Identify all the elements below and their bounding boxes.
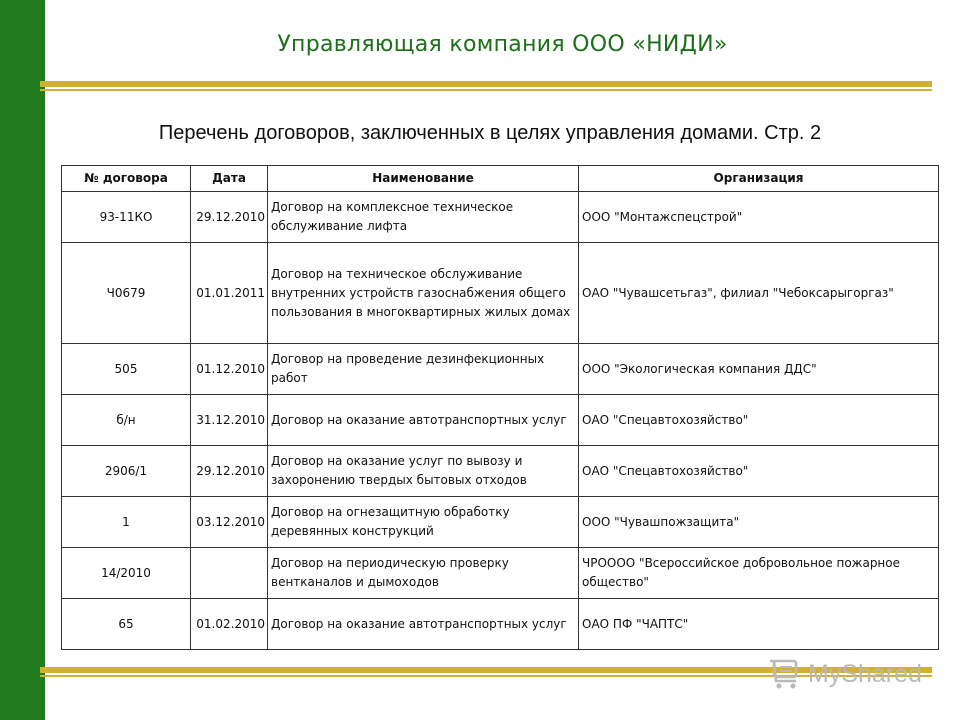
contract-date	[191, 548, 268, 599]
side-accent-bar	[0, 0, 45, 720]
watermark-text: MyShared	[808, 659, 922, 688]
contract-organization: ОАО "Спецавтохозяйство"	[579, 395, 939, 446]
column-header-date: Дата	[191, 166, 268, 192]
contract-date: 31.12.2010	[191, 395, 268, 446]
contract-number: 2906/1	[62, 446, 191, 497]
contract-name: Договор на оказание услуг по вывозу и захоронению твердых бытовых отходов	[268, 446, 579, 497]
contract-name: Договор на проведение дезинфекционных работ	[268, 344, 579, 395]
table-row	[62, 497, 939, 548]
contract-organization: ОАО "Спецавтохозяйство"	[579, 446, 939, 497]
column-header-number: № договора	[62, 166, 191, 192]
contract-date: 01.02.2010	[191, 599, 268, 650]
contract-organization: ЧРОООО "Всероссийское добровольное пожарное общество"	[579, 548, 939, 599]
contract-organization: ОАО ПФ "ЧАПТС"	[579, 599, 939, 650]
table-header-row	[62, 166, 939, 192]
contracts-table	[61, 165, 939, 650]
shopping-cart-icon	[768, 657, 802, 691]
contract-date: 29.12.2010	[191, 446, 268, 497]
table-row	[62, 192, 939, 243]
contract-organization: ООО "Чувашпожзащита"	[579, 497, 939, 548]
table-row	[62, 548, 939, 599]
contract-number: 505	[62, 344, 191, 395]
contract-name: Договор на огнезащитную обработку деревянных конструкций	[268, 497, 579, 548]
contract-organization: ООО "Монтажспецстрой"	[579, 192, 939, 243]
table-row	[62, 395, 939, 446]
contract-organization: ОАО "Чувашсетьгаз", филиал "Чебоксарыгоргаз"	[579, 243, 939, 344]
column-header-organization: Организация	[579, 166, 939, 192]
contract-name: Договор на оказание автотранспортных услуг	[268, 599, 579, 650]
contract-number: 65	[62, 599, 191, 650]
company-title: Управляющая компания ООО «НИДИ»	[277, 32, 728, 57]
contract-date: 29.12.2010	[191, 192, 268, 243]
table-row	[62, 599, 939, 650]
contract-number: 93-11КО	[62, 192, 191, 243]
table-row	[62, 243, 939, 344]
table-row	[62, 446, 939, 497]
contract-name: Договор на периодическую проверку вентканалов и дымоходов	[268, 548, 579, 599]
contract-name: Договор на техническое обслуживание внутренних устройств газоснабжения общего пользования в многоквартирных жилых домах	[268, 243, 579, 344]
contract-name: Договор на оказание автотранспортных услуг	[268, 395, 579, 446]
contract-date: 01.01.2011	[191, 243, 268, 344]
contract-number: б/н	[62, 395, 191, 446]
contract-date: 01.12.2010	[191, 344, 268, 395]
contract-number: 1	[62, 497, 191, 548]
top-divider	[40, 81, 932, 93]
page-subtitle: Перечень договоров, заключенных в целях управления домами. Стр. 2	[158, 122, 822, 144]
contract-date: 03.12.2010	[191, 497, 268, 548]
contract-organization: ООО "Экологическая компания ДДС"	[579, 344, 939, 395]
table-row	[62, 344, 939, 395]
contract-number: 14/2010	[62, 548, 191, 599]
contract-name: Договор на комплексное техническое обслуживание лифта	[268, 192, 579, 243]
contract-number: Ч0679	[62, 243, 191, 344]
myshared-watermark[interactable]	[768, 656, 922, 692]
column-header-name: Наименование	[268, 166, 579, 192]
